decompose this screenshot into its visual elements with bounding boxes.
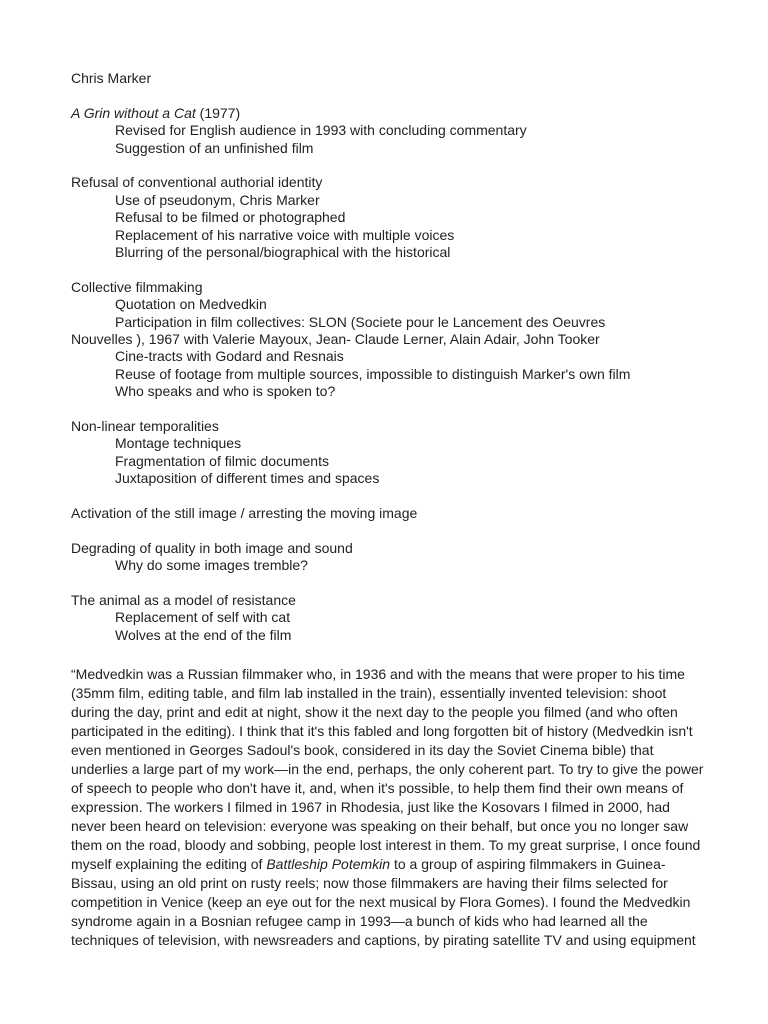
film-year: (1977) (195, 104, 241, 121)
quote-line: participated in the editing). I think that it's this fabled and long forgotten bit of history (Medvedkin isn't (71, 722, 693, 739)
degrading-point: Why do some images tremble? (115, 557, 308, 574)
film-point: Suggestion of an unfinished film (115, 139, 314, 156)
film-title-line (71, 105, 728, 122)
quote-text: to a group of aspiring filmmakers in Guinea- (390, 855, 666, 872)
animal-point: Replacement of self with cat (115, 609, 291, 626)
authorial-point: Use of pseudonym, Chris Marker (115, 191, 320, 208)
quote-line: syndrome again in a Bosnian refugee camp in 1993—a bunch of kids who had learned all the (71, 912, 648, 929)
quote-film-title: Battleship Potemkin (266, 855, 391, 872)
quote-line: (35mm film, editing table, and film lab installed in the train), essentially invented television: shoot (71, 684, 667, 701)
collective-point: Quotation on Medvedkin (115, 296, 267, 313)
quote-line: underlies a large part of my work—in the end, perhaps, the only coherent part. To try to give the power (71, 760, 704, 777)
quote-line: Bissau, using an old print on rusty reels; now those filmmakers are having their films selected for (71, 874, 668, 891)
collective-point: Cine-tracts with Godard and Resnais (115, 348, 344, 365)
quote-line: of speech to people who don't have it, and, when it's possible, to help them find their own means of (71, 779, 684, 796)
authorial-point: Refusal to be filmed or photographed (115, 209, 346, 226)
collective-point: Participation in film collectives: SLON (Societe pour le Lancement des Oeuvres (115, 313, 606, 330)
collective-point: Reuse of footage from multiple sources, impossible to distinguish Marker's own film (115, 365, 631, 382)
film-title: A Grin without a Cat (71, 104, 196, 121)
collective-point: Who speaks and who is spoken to? (115, 383, 336, 400)
quote-line (71, 855, 728, 874)
film-point: Revised for English audience in 1993 with concluding commentary (115, 122, 527, 139)
collective-point-continuation: Nouvelles ), 1967 with Valerie Mayoux, Jean- Claude Lerner, Alain Adair, John Tooker (71, 331, 600, 348)
authorial-point: Blurring of the personal/biographical with the historical (115, 244, 451, 261)
nonlinear-point: Juxtaposition of different times and spaces (115, 470, 380, 487)
nonlinear-point: Fragmentation of filmic documents (115, 452, 329, 469)
quote-line: during the day, print and edit at night, show it the next day to the people you filmed (and who often (71, 703, 678, 720)
quote-line: even mentioned in Georges Sadoul's book, considered in its day the Soviet Cinema bible) that (71, 741, 654, 758)
section-heading-still: Activation of the still image / arresting the moving image (71, 505, 418, 522)
authorial-point: Replacement of his narrative voice with multiple voices (115, 226, 455, 243)
section-heading-authorial: Refusal of conventional authorial identity (71, 174, 323, 191)
animal-point: Wolves at the end of the film (115, 626, 292, 643)
quote-line: “Medvedkin was a Russian filmmaker who, in 1936 and with the means that were proper to his time (71, 665, 685, 682)
page-heading: Chris Marker (71, 70, 152, 86)
section-heading-nonlinear: Non-linear temporalities (71, 418, 219, 435)
quote-text: myself explaining the editing of (71, 855, 267, 872)
nonlinear-point: Montage techniques (115, 435, 242, 452)
quote-line: competition in Venice (keep an eye out for the next musical by Flora Gomes). I found the Medvedkin (71, 893, 691, 910)
quote-line: never been heard on television: everyone was speaking on their behalf, but once you no longer saw (71, 817, 689, 834)
quote-line: techniques of television, with newsreaders and captions, by pirating satellite TV and using equipment (71, 931, 696, 948)
medvedkin-quotation (71, 665, 728, 950)
quote-line: expression. The workers I filmed in 1967 in Rhodesia, just like the Kosovars I filmed in 2000, had (71, 798, 670, 815)
quote-line: them on the road, bloody and sobbing, people lost interest in them. To my great surprise, I once found (71, 836, 701, 853)
section-heading-degrading: Degrading of quality in both image and sound (71, 539, 353, 556)
section-heading-collective: Collective filmmaking (71, 278, 203, 295)
section-heading-animal: The animal as a model of resistance (71, 592, 296, 609)
